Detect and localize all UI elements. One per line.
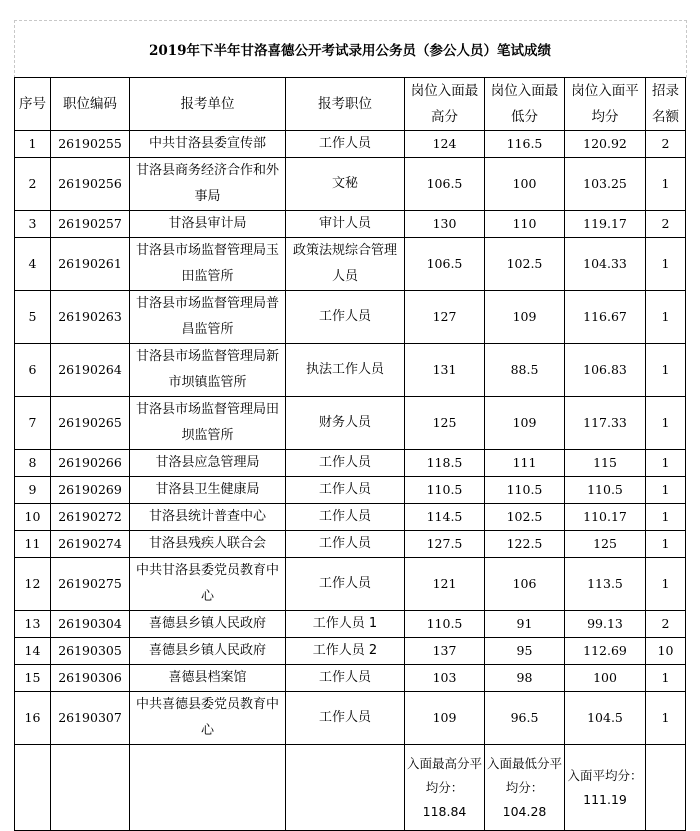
row-number: 3 xyxy=(15,211,51,238)
position-name: 工作人员 xyxy=(286,531,405,558)
max-score: 110.5 xyxy=(405,477,485,504)
max-score: 103 xyxy=(405,665,485,692)
position-name: 工作人员 xyxy=(286,665,405,692)
table-row xyxy=(15,477,686,504)
position-code: 26190264 xyxy=(51,344,130,397)
min-score: 95 xyxy=(485,638,565,665)
unit-name: 喜德县档案馆 xyxy=(130,665,286,692)
page-title: 2019年下半年甘洛喜德公开考试录用公务员（参公人员）笔试成绩 xyxy=(148,42,552,59)
row-number: 15 xyxy=(15,665,51,692)
avg-score: 119.17 xyxy=(565,211,646,238)
header-unit: 报考单位 xyxy=(130,78,286,131)
max-score: 130 xyxy=(405,211,485,238)
quota: 1 xyxy=(646,477,686,504)
unit-name: 甘洛县市场监督管理局田坝监管所 xyxy=(130,397,286,450)
quota: 1 xyxy=(646,238,686,291)
max-score: 121 xyxy=(405,558,485,611)
row-number: 6 xyxy=(15,344,51,397)
avg-score: 113.5 xyxy=(565,558,646,611)
header-avg: 岗位入面平均分 xyxy=(565,78,646,131)
summary-row xyxy=(15,745,686,831)
quota: 1 xyxy=(646,531,686,558)
quota: 1 xyxy=(646,291,686,344)
table-row xyxy=(15,238,686,291)
avg-score: 106.83 xyxy=(565,344,646,397)
quota: 1 xyxy=(646,558,686,611)
unit-name: 甘洛县市场监督管理局新市坝镇监管所 xyxy=(130,344,286,397)
summary-empty-cell xyxy=(130,745,286,831)
table-row xyxy=(15,131,686,158)
header-min: 岗位入面最低分 xyxy=(485,78,565,131)
min-score: 110 xyxy=(485,211,565,238)
unit-name: 中共喜德县委党员教育中心 xyxy=(130,692,286,745)
position-name: 工作人员 xyxy=(286,558,405,611)
unit-name: 喜德县乡镇人民政府 xyxy=(130,611,286,638)
quota: 2 xyxy=(646,211,686,238)
table-row xyxy=(15,211,686,238)
quota: 1 xyxy=(646,692,686,745)
position-code: 26190272 xyxy=(51,504,130,531)
max-score: 127 xyxy=(405,291,485,344)
row-number: 16 xyxy=(15,692,51,745)
summary-overall-avg: 入面平均分：111.19 xyxy=(565,745,646,831)
unit-name: 喜德县乡镇人民政府 xyxy=(130,638,286,665)
row-number: 8 xyxy=(15,450,51,477)
unit-name: 中共甘洛县委宣传部 xyxy=(130,131,286,158)
quota: 2 xyxy=(646,131,686,158)
position-code: 26190307 xyxy=(51,692,130,745)
unit-name: 甘洛县审计局 xyxy=(130,211,286,238)
position-name: 工作人员 xyxy=(286,504,405,531)
position-name: 执法工作人员 xyxy=(286,344,405,397)
position-code: 26190265 xyxy=(51,397,130,450)
min-score: 109 xyxy=(485,397,565,450)
score-table xyxy=(14,77,686,831)
quota: 1 xyxy=(646,344,686,397)
position-code: 26190266 xyxy=(51,450,130,477)
avg-score: 110.17 xyxy=(565,504,646,531)
min-score: 102.5 xyxy=(485,504,565,531)
min-score: 100 xyxy=(485,158,565,211)
row-number: 2 xyxy=(15,158,51,211)
table-row xyxy=(15,397,686,450)
min-score: 98 xyxy=(485,665,565,692)
quota: 10 xyxy=(646,638,686,665)
row-number: 10 xyxy=(15,504,51,531)
header-quota: 招录名额 xyxy=(646,78,686,131)
min-score: 91 xyxy=(485,611,565,638)
position-name: 政策法规综合管理人员 xyxy=(286,238,405,291)
row-number: 4 xyxy=(15,238,51,291)
summary-max-avg: 入面最高分平均分：118.84 xyxy=(405,745,485,831)
table-row xyxy=(15,504,686,531)
position-name: 工作人员 xyxy=(286,692,405,745)
avg-score: 104.33 xyxy=(565,238,646,291)
header-max: 岗位入面最高分 xyxy=(405,78,485,131)
position-code: 26190275 xyxy=(51,558,130,611)
avg-score: 115 xyxy=(565,450,646,477)
header-position: 报考职位 xyxy=(286,78,405,131)
min-score: 106 xyxy=(485,558,565,611)
max-score: 131 xyxy=(405,344,485,397)
avg-score: 125 xyxy=(565,531,646,558)
header-no: 序号 xyxy=(15,78,51,131)
position-code: 26190306 xyxy=(51,665,130,692)
summary-empty-cell xyxy=(15,745,51,831)
min-score: 111 xyxy=(485,450,565,477)
table-row xyxy=(15,692,686,745)
position-name: 文秘 xyxy=(286,158,405,211)
table-row xyxy=(15,450,686,477)
row-number: 14 xyxy=(15,638,51,665)
unit-name: 中共甘洛县委党员教育中心 xyxy=(130,558,286,611)
position-name: 财务人员 xyxy=(286,397,405,450)
quota: 1 xyxy=(646,397,686,450)
min-score: 116.5 xyxy=(485,131,565,158)
table-row xyxy=(15,531,686,558)
min-score: 96.5 xyxy=(485,692,565,745)
table-row xyxy=(15,611,686,638)
position-name: 工作人员 xyxy=(286,131,405,158)
summary-empty-cell xyxy=(51,745,130,831)
min-score: 88.5 xyxy=(485,344,565,397)
avg-score: 116.67 xyxy=(565,291,646,344)
position-code: 26190304 xyxy=(51,611,130,638)
position-code: 26190255 xyxy=(51,131,130,158)
avg-score: 112.69 xyxy=(565,638,646,665)
table-row xyxy=(15,665,686,692)
max-score: 114.5 xyxy=(405,504,485,531)
min-score: 110.5 xyxy=(485,477,565,504)
quota: 1 xyxy=(646,504,686,531)
summary-empty-cell xyxy=(286,745,405,831)
min-score: 102.5 xyxy=(485,238,565,291)
unit-name: 甘洛县卫生健康局 xyxy=(130,477,286,504)
quota: 1 xyxy=(646,450,686,477)
position-code: 26190305 xyxy=(51,638,130,665)
max-score: 124 xyxy=(405,131,485,158)
header-code: 职位编码 xyxy=(51,78,130,131)
position-code: 26190263 xyxy=(51,291,130,344)
position-code: 26190261 xyxy=(51,238,130,291)
position-code: 26190269 xyxy=(51,477,130,504)
row-number: 9 xyxy=(15,477,51,504)
avg-score: 99.13 xyxy=(565,611,646,638)
avg-score: 100 xyxy=(565,665,646,692)
table-row xyxy=(15,344,686,397)
position-code: 26190256 xyxy=(51,158,130,211)
avg-score: 117.33 xyxy=(565,397,646,450)
max-score: 110.5 xyxy=(405,611,485,638)
position-name: 工作人员 xyxy=(286,450,405,477)
max-score: 127.5 xyxy=(405,531,485,558)
position-name: 工作人员 xyxy=(286,477,405,504)
table-row xyxy=(15,558,686,611)
unit-name: 甘洛县市场监督管理局玉田监管所 xyxy=(130,238,286,291)
table-row xyxy=(15,158,686,211)
summary-empty-cell xyxy=(646,745,686,831)
row-number: 11 xyxy=(15,531,51,558)
avg-score: 120.92 xyxy=(565,131,646,158)
avg-score: 110.5 xyxy=(565,477,646,504)
position-name: 工作人员 1 xyxy=(286,611,405,638)
avg-score: 103.25 xyxy=(565,158,646,211)
position-name: 工作人员 xyxy=(286,291,405,344)
unit-name: 甘洛县应急管理局 xyxy=(130,450,286,477)
row-number: 12 xyxy=(15,558,51,611)
table-row xyxy=(15,638,686,665)
unit-name: 甘洛县市场监督管理局普昌监管所 xyxy=(130,291,286,344)
max-score: 106.5 xyxy=(405,158,485,211)
max-score: 118.5 xyxy=(405,450,485,477)
avg-score: 104.5 xyxy=(565,692,646,745)
position-name: 工作人员 2 xyxy=(286,638,405,665)
unit-name: 甘洛县商务经济合作和外事局 xyxy=(130,158,286,211)
row-number: 13 xyxy=(15,611,51,638)
table-row xyxy=(15,291,686,344)
header-row xyxy=(15,78,686,131)
unit-name: 甘洛县残疾人联合会 xyxy=(130,531,286,558)
min-score: 109 xyxy=(485,291,565,344)
position-code: 26190257 xyxy=(51,211,130,238)
max-score: 106.5 xyxy=(405,238,485,291)
min-score: 122.5 xyxy=(485,531,565,558)
row-number: 1 xyxy=(15,131,51,158)
quota: 2 xyxy=(646,611,686,638)
max-score: 109 xyxy=(405,692,485,745)
unit-name: 甘洛县统计普查中心 xyxy=(130,504,286,531)
max-score: 125 xyxy=(405,397,485,450)
position-code: 26190274 xyxy=(51,531,130,558)
row-number: 7 xyxy=(15,397,51,450)
quota: 1 xyxy=(646,665,686,692)
position-name: 审计人员 xyxy=(286,211,405,238)
summary-min-avg: 入面最低分平均分：104.28 xyxy=(485,745,565,831)
row-number: 5 xyxy=(15,291,51,344)
max-score: 137 xyxy=(405,638,485,665)
quota: 1 xyxy=(646,158,686,211)
